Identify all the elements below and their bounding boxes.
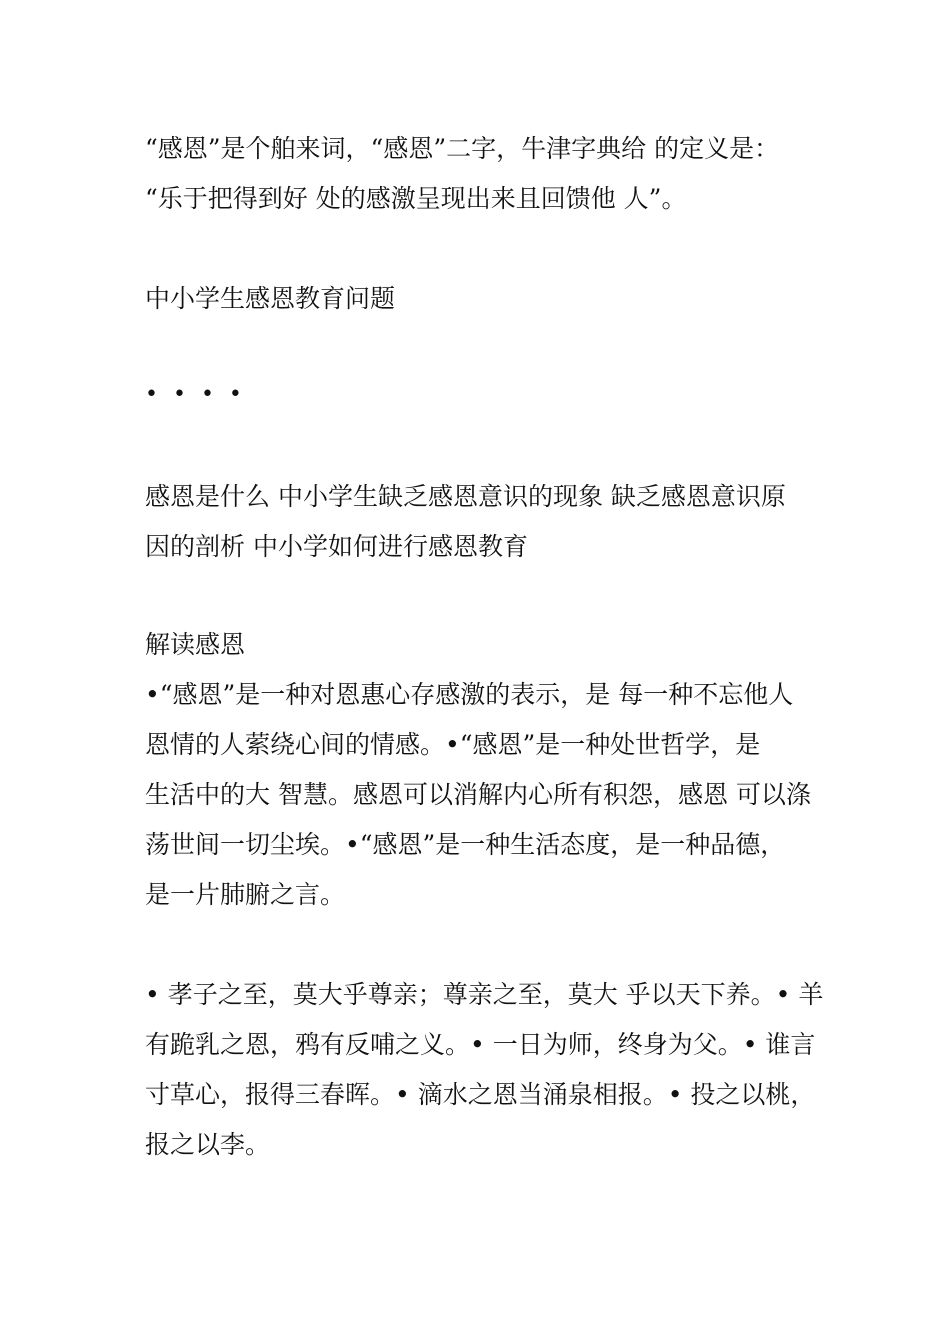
dots-text: • • • • xyxy=(145,382,246,407)
quotes-line-1: • 孝子之至，莫大乎尊亲；尊亲之至，莫大 乎以天下养。• 羊 xyxy=(145,980,824,1009)
interpretation-line-1: •“感恩”是一种对恩惠心存感激的表示，是 每一种不忘他人 xyxy=(145,680,794,709)
intro-paragraph xyxy=(145,124,810,224)
outline-line-2: 因的剖析 中小学如何进行感恩教育 xyxy=(145,532,528,561)
outline-line-1: 感恩是什么 中小学生缺乏感恩意识的现象 缺乏感恩意识原 xyxy=(145,482,786,511)
interpretation-line-2: 恩情的人萦绕心间的情感。•“感恩”是一种处世哲学，是 xyxy=(145,730,761,759)
section-title xyxy=(145,620,810,670)
outline-paragraph xyxy=(145,472,810,572)
interpretation-line-4: 荡世间一切尘埃。•“感恩”是一种生活态度，是一种品德， xyxy=(145,830,786,859)
interpretation-line-3: 生活中的大 智慧。感恩可以消解内心所有积怨，感恩 可以涤 xyxy=(145,780,811,809)
interpretation-line-5: 是一片肺腑之言。 xyxy=(145,880,346,909)
intro-line-2: “乐于把得到好 处的感激呈现出来且回馈他 人”。 xyxy=(145,184,687,213)
intro-line-1: “感恩”是个舶来词，“感恩”二字，牛津字典给 的定义是： xyxy=(145,134,780,163)
section-title-text: 解读感恩 xyxy=(145,630,246,659)
heading-text: 中小学生感恩教育问题 xyxy=(145,284,396,313)
interpretation-paragraph xyxy=(145,670,810,920)
quotes-line-4: 报之以李。 xyxy=(145,1130,271,1159)
bullet-dots xyxy=(145,370,810,420)
quotes-line-3: 寸草心，报得三春晖。• 滴水之恩当涌泉相报。• 投之以桃， xyxy=(145,1080,816,1109)
section-heading xyxy=(145,274,810,324)
quotes-paragraph xyxy=(145,970,824,1170)
quotes-line-2: 有跪乳之恩，鸦有反哺之义。• 一日为师，终身为父。• 谁言 xyxy=(145,1030,816,1059)
